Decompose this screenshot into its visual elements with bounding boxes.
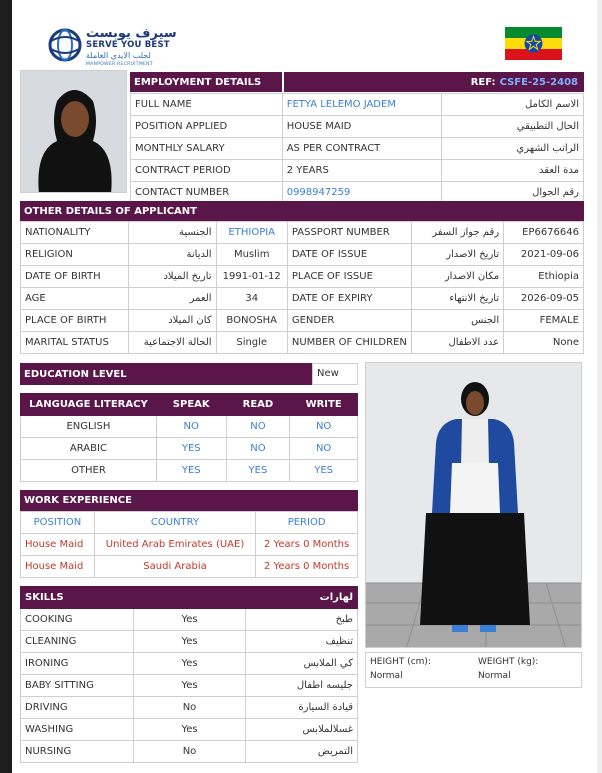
skills-title: SKILLS: [21, 587, 134, 609]
detail-value: Muslim: [216, 244, 287, 266]
language-literacy-table: [20, 393, 358, 482]
detail-arabic-label: الجنسية: [128, 222, 216, 244]
detail-label: NATIONALITY: [21, 222, 129, 244]
language-write-value: NO: [290, 416, 358, 438]
weight-value: Normal: [478, 671, 511, 681]
detail-label: NUMBER OF CHILDREN: [287, 332, 411, 354]
language-row: [21, 460, 358, 482]
detail-value: None: [504, 332, 584, 354]
work-column-header: COUNTRY: [94, 512, 255, 534]
detail-value: 34: [216, 288, 287, 310]
skill-arabic-name: جليسه اطفال: [246, 675, 358, 697]
work-experience-header: [20, 490, 358, 511]
height-value: Normal: [370, 671, 403, 681]
employment-value: FETYA LELEMO JADEM: [282, 94, 442, 116]
applicant-portrait-photo: [20, 70, 127, 193]
skill-arabic-name: تنظيف: [246, 631, 358, 653]
detail-label: DATE OF EXPIRY: [287, 288, 411, 310]
employment-row: [131, 116, 584, 138]
work-country: Saudi Arabia: [94, 556, 255, 578]
detail-value: ETHIOPIA: [216, 222, 287, 244]
skill-row: [21, 741, 358, 763]
skill-name: NURSING: [21, 741, 134, 763]
skill-value: Yes: [133, 653, 245, 675]
other-details-row: [21, 266, 584, 288]
language-row: [21, 438, 358, 460]
work-header-row: [21, 512, 358, 534]
language-speak-value: YES: [156, 438, 226, 460]
employment-label: CONTRACT PERIOD: [131, 160, 283, 182]
work-row: [21, 534, 358, 556]
employment-label: POSITION APPLIED: [131, 116, 283, 138]
language-name: ARABIC: [21, 438, 157, 460]
skill-row: [21, 631, 358, 653]
detail-value: 2021-09-06: [504, 244, 584, 266]
skills-table: [20, 586, 358, 763]
skill-arabic-name: طبخ: [246, 609, 358, 631]
skill-value: Yes: [133, 719, 245, 741]
employment-row: [131, 94, 584, 116]
skill-value: No: [133, 741, 245, 763]
skill-name: COOKING: [21, 609, 134, 631]
skill-row: [21, 697, 358, 719]
skill-row: [21, 653, 358, 675]
language-column-header: READ: [226, 394, 290, 416]
employment-value: HOUSE MAID: [282, 116, 442, 138]
language-write-value: YES: [290, 460, 358, 482]
detail-arabic-label: تاريخ الانتهاء: [411, 288, 503, 310]
detail-value: BONOSHA: [216, 310, 287, 332]
language-name: ENGLISH: [21, 416, 157, 438]
employment-arabic-label: الاسم الكامل: [442, 94, 584, 116]
language-speak-value: NO: [156, 416, 226, 438]
education-level-value: New: [312, 363, 358, 385]
skill-value: Yes: [133, 609, 245, 631]
cv-page: [18, 14, 592, 769]
language-speak-value: YES: [156, 460, 226, 482]
work-position: House Maid: [21, 534, 95, 556]
employment-value: 0998947259: [282, 182, 442, 204]
detail-value: FEMALE: [504, 310, 584, 332]
company-logo: [48, 26, 178, 70]
detail-label: MARITAL STATUS: [21, 332, 129, 354]
employment-label: CONTACT NUMBER: [131, 182, 283, 204]
employment-arabic-label: مدة العقد: [442, 160, 584, 182]
work-column-header: PERIOD: [256, 512, 358, 534]
employment-details-title: EMPLOYMENT DETAILS: [134, 76, 262, 88]
work-row: [21, 556, 358, 578]
scrollbar-track[interactable]: [597, 0, 602, 773]
reference-bar: [284, 72, 584, 92]
skill-arabic-name: كي الملابس: [246, 653, 358, 675]
employment-row: [131, 160, 584, 182]
detail-label: DATE OF BIRTH: [21, 266, 129, 288]
brand-arabic-name: سيرف يوبست: [86, 26, 177, 41]
detail-label: PASSPORT NUMBER: [287, 222, 411, 244]
language-column-header: SPEAK: [156, 394, 226, 416]
work-experience-table: [20, 511, 358, 578]
other-details-row: [21, 310, 584, 332]
skills-header-row: [21, 587, 358, 609]
skill-arabic-name: غسلالملابس: [246, 719, 358, 741]
language-column-header: LANGUAGE LITERACY: [21, 394, 157, 416]
detail-label: RELIGION: [21, 244, 129, 266]
detail-arabic-label: العمر: [128, 288, 216, 310]
height-label: HEIGHT (cm):: [370, 657, 431, 667]
skills-title-arabic: لهارات: [246, 587, 358, 609]
employment-label: FULL NAME: [131, 94, 283, 116]
detail-arabic-label: الجنس: [411, 310, 503, 332]
language-read-value: NO: [226, 416, 290, 438]
work-position: House Maid: [21, 556, 95, 578]
skill-row: [21, 675, 358, 697]
detail-label: PLACE OF BIRTH: [21, 310, 129, 332]
window-edge-left: [0, 0, 12, 773]
detail-label: GENDER: [287, 310, 411, 332]
detail-arabic-label: تاريخ الميلاد: [128, 266, 216, 288]
language-header-row: [21, 394, 358, 416]
detail-arabic-label: الحالة الاجتماعية: [128, 332, 216, 354]
education-level-title: EDUCATION LEVEL: [24, 368, 127, 380]
skill-name: IRONING: [21, 653, 134, 675]
other-details-row: [21, 288, 584, 310]
work-experience-title: WORK EXPERIENCE: [24, 495, 132, 506]
other-details-row: [21, 222, 584, 244]
employment-value: 2 YEARS: [282, 160, 442, 182]
detail-value: Single: [216, 332, 287, 354]
detail-value: EP6676646: [504, 222, 584, 244]
ethiopia-flag-icon: [505, 27, 562, 60]
detail-label: PLACE OF ISSUE: [287, 266, 411, 288]
language-name: OTHER: [21, 460, 157, 482]
skill-value: No: [133, 697, 245, 719]
skill-name: DRIVING: [21, 697, 134, 719]
measurements-box: [365, 652, 582, 688]
skill-row: [21, 609, 358, 631]
employment-row: [131, 138, 584, 160]
brand-arabic-tagline: لجلب الايدي العاملة: [86, 51, 151, 60]
work-column-header: POSITION: [21, 512, 95, 534]
employment-label: MONTHLY SALARY: [131, 138, 283, 160]
employment-arabic-label: الراتب الشهري: [442, 138, 584, 160]
detail-value: Ethiopia: [504, 266, 584, 288]
detail-label: DATE OF ISSUE: [287, 244, 411, 266]
brand-english-name: SERVE YOU BEST: [86, 40, 170, 50]
language-read-value: NO: [226, 438, 290, 460]
other-details-header: [20, 201, 584, 221]
ref-label: REF:: [470, 76, 496, 88]
other-details-table: [20, 221, 584, 354]
other-details-row: [21, 244, 584, 266]
detail-arabic-label: تاريخ الاصدار: [411, 244, 503, 266]
detail-arabic-label: الديانة: [128, 244, 216, 266]
work-period: 2 Years 0 Months: [256, 534, 358, 556]
brand-english-tagline: MANPOWER RECRUITMENT: [86, 62, 153, 67]
language-read-value: YES: [226, 460, 290, 482]
employment-details-header: [130, 72, 282, 92]
education-level-header: [20, 363, 312, 385]
employment-arabic-label: الحال التطبيقي: [442, 116, 584, 138]
work-period: 2 Years 0 Months: [256, 556, 358, 578]
applicant-full-body-photo: [365, 362, 582, 648]
detail-arabic-label: مكان الاصدار: [411, 266, 503, 288]
skill-value: Yes: [133, 675, 245, 697]
detail-arabic-label: كان الميلاد: [128, 310, 216, 332]
skill-arabic-name: قيادة السيارة: [246, 697, 358, 719]
employment-value: AS PER CONTRACT: [282, 138, 442, 160]
other-details-title: OTHER DETAILS OF APPLICANT: [24, 205, 197, 217]
skill-name: CLEANING: [21, 631, 134, 653]
ref-value: CSFE-25-2408: [499, 76, 578, 88]
globe-logo-icon: [48, 28, 82, 62]
detail-label: AGE: [21, 288, 129, 310]
employment-arabic-label: رقم الجوال: [442, 182, 584, 204]
language-column-header: WRITE: [290, 394, 358, 416]
skill-row: [21, 719, 358, 741]
skill-name: BABY SITTING: [21, 675, 134, 697]
detail-arabic-label: رقم جواز السفر: [411, 222, 503, 244]
detail-value: 2026-09-05: [504, 288, 584, 310]
language-row: [21, 416, 358, 438]
detail-value: 1991-01-12: [216, 266, 287, 288]
work-country: United Arab Emirates (UAE): [94, 534, 255, 556]
skill-value: Yes: [133, 631, 245, 653]
employment-table: [130, 93, 584, 204]
other-details-row: [21, 332, 584, 354]
skill-arabic-name: التمريض: [246, 741, 358, 763]
language-write-value: NO: [290, 438, 358, 460]
weight-label: WEIGHT (kg):: [478, 657, 539, 667]
skill-name: WASHING: [21, 719, 134, 741]
skills-header-blank: [133, 587, 245, 609]
detail-arabic-label: عدد الاطفال: [411, 332, 503, 354]
